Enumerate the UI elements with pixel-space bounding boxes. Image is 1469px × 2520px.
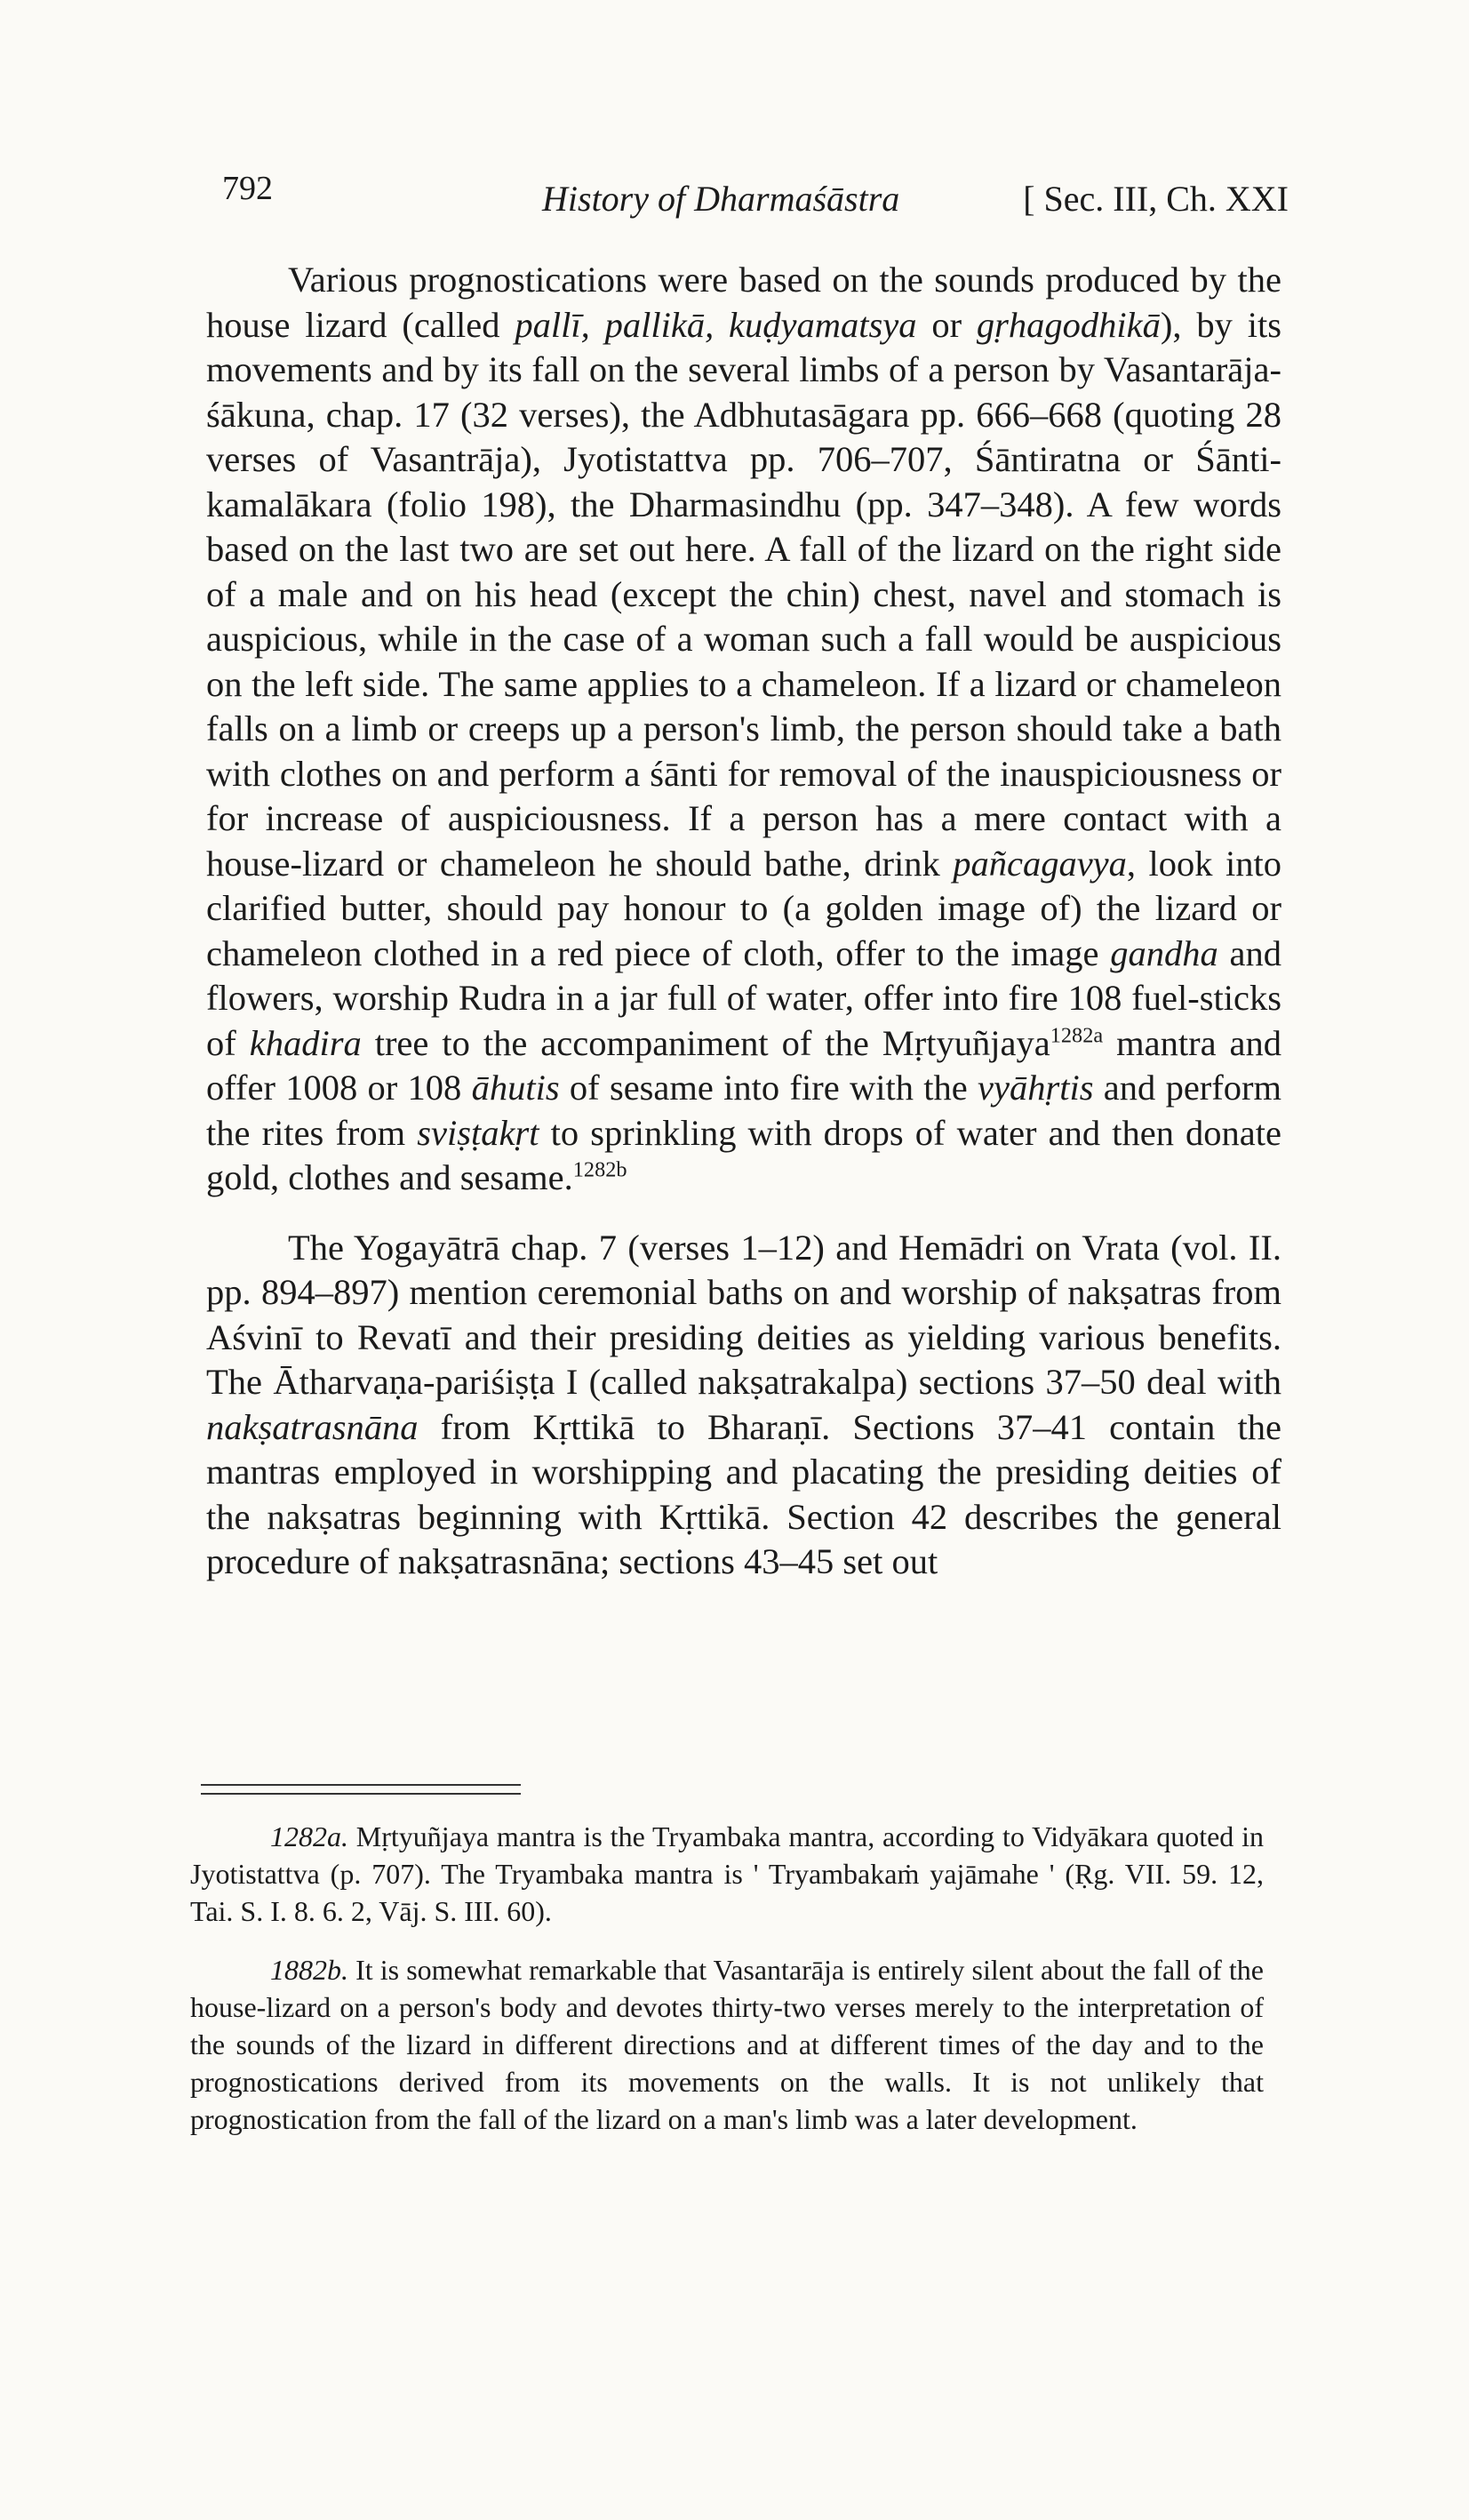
footnote-divider bbox=[201, 1784, 521, 1795]
body-text bbox=[206, 258, 1281, 1585]
footnote-1282b: 1882b. It is somewhat remarkable that Vasantarāja is entirely silent about the fall of the house-lizard on a person's body and devotes thirty-two verses merely to the interpretation of the sounds of the lizard in different directions and at different times of the day and to the prognostications derived from its movements on the walls. It is not unlikely that prognostication from the fall of the lizard on a man's limb was a later development. bbox=[190, 1954, 1264, 2135]
section-reference: [ Sec. III, Ch. XXI bbox=[1023, 179, 1289, 219]
page-number: 792 bbox=[222, 170, 273, 207]
footnote-1282a: 1282a. Mṛtyuñjaya mantra is the Tryambaka mantra, according to Vidyākara quoted in Jyotistattva (p. 707). The Tryambaka mantra is ' Tryambakaṁ yajāmahe ' (Ṛg. VII. 59. 12, Tai. S. I. 8. 6. 2, Vāj. S. III. 60). bbox=[190, 1820, 1264, 1927]
paragraph-nakshatra-baths: The Yogayātrā chap. 7 (verses 1–12) and Hemādri on Vrata (vol. II. pp. 894–897) mention ceremonial baths on and worship of nakṣatras from Aśvinī to Revatī and their presiding deities as yielding various benefits. The Ātharvaṇa-pariśiṣṭa I (called nakṣatrakalpa) sections 37–50 deal with nakṣatrasnāna from Kṛttikā to Bharaṇī. Sections 37–41 contain the mantras employed in worshipping and placating the presiding deities of the nakṣatras beginning with Kṛttikā. Section 42 describes the general procedure of nakṣatrasnāna; sections 43–45 set out bbox=[206, 1227, 1281, 1581]
running-title: History of Dharmaśāstra bbox=[542, 179, 900, 219]
footnote-ref-1282b: 1282b bbox=[572, 1157, 627, 1182]
footnotes bbox=[190, 1818, 1264, 2138]
paragraph-lizard-prognostications: Various prognostications were based on the sounds produced by the house lizard (called pallī, pallikā, kuḍyamatsya or gṛhagodhikā), by its movements and by its fall on the several limbs of a person by Vasantarāja-śākuna, chap. 17 (32 verses), the Adbhutasāgara pp. 666–668 (quoting 28 verses of Vasantrāja), Jyotistattva pp. 706–707, Śāntiratna or Śānti-kamalākara (folio 198), the Dharmasindhu (pp. 347–348). A few words based on the last two are set out here. A fall of the lizard on the right side of a male and on his head (except the chin) chest, navel and stomach is auspicious, while in the case of a woman such a fall would be auspicious on the left side. The same applies to a chameleon. If a lizard or chameleon falls on a limb or creeps up a person's limb, the person should take a bath with clothes on and perform a śānti for removal of the inauspiciousness or for increase of auspiciousness. If a person has a mere contact with a house-lizard or chameleon he should bathe, drink pañcagavya, look into clarified butter, should pay honour to (a golden image of) the lizard or chameleon clothed in a red piece of cloth, offer to the image gandha and flowers, worship Rudra in a jar full of water, offer into fire 108 fuel-sticks of khadira tree to the accompaniment of the Mṛtyuñjaya$^{1282a}$ mantra and offer 1008 or 108 āhutis of sesame into fire with the vyāhṛtis and perform the rites from sviṣṭakṛt to sprinkling with drops of water and then donate gold, clothes and sesame.$^{1282b}$ bbox=[206, 260, 1282, 1197]
page-header bbox=[222, 169, 1289, 231]
footnote-ref-1282a: 1282a bbox=[1050, 1023, 1104, 1047]
